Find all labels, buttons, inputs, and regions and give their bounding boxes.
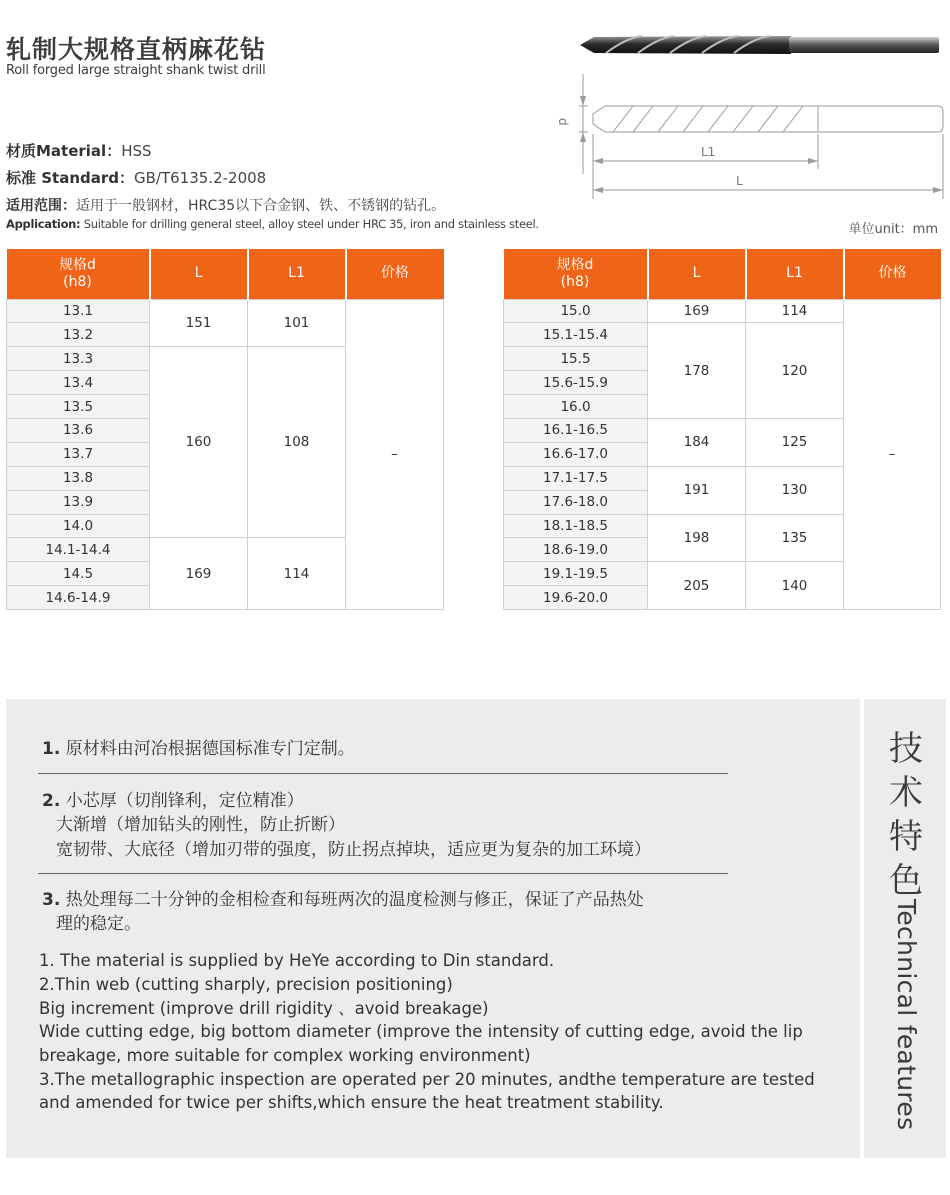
size-cell: 16.6-17.0 [504,442,648,466]
L1-cell: 101 [248,299,346,347]
standard-value: GB/T6135.2-2008 [134,169,267,187]
header-L1: L1 [248,249,346,299]
material-value: HSS [121,142,152,160]
material-label: 材质Material： [6,142,122,160]
feature-en-line: 1. The material is supplied by HeYe according to Din standard. [39,951,555,970]
header-price: 价格 [346,249,444,299]
drill-drawing [553,74,948,204]
size-cell: 13.9 [7,490,150,514]
features-side-panel [864,699,946,1158]
header-L: L [648,249,746,299]
L-cell: 178 [648,323,746,419]
divider [38,773,728,774]
spec-table-left [6,249,444,610]
scope-label: 适用范围： [6,198,76,214]
header-L: L [150,249,248,299]
size-cell: 14.1-14.4 [7,538,150,562]
L1-cell: 135 [746,514,844,562]
header-d-sub: (h8) [63,273,92,290]
header-d-sub: (h8) [560,273,590,290]
feature-en-line: 2.Thin web (cutting sharply, precision positioning) [39,975,453,994]
L-cell: 151 [150,299,248,347]
size-cell: 13.2 [7,323,150,347]
L-cell: 184 [648,418,746,466]
feature-3-text: 热处理每二十分钟的金相检查和每班两次的温度检测与修正，保证了产品热处 [65,890,644,910]
size-cell: 13.5 [7,395,150,419]
size-cell: 15.1-15.4 [504,323,648,347]
size-cell: 16.1-16.5 [504,418,648,442]
unit-label: 单位unit：mm [848,222,938,237]
size-cell: 19.6-20.0 [504,586,648,610]
L1-cell: 114 [248,538,346,610]
size-cell: 13.1 [7,299,150,323]
size-cell: 15.5 [504,347,648,371]
L-cell: 169 [150,538,248,610]
divider [38,873,728,874]
header-L1: L1 [746,249,844,299]
header-d-label: 规格d [556,256,594,273]
size-cell: 13.3 [7,347,150,371]
application-label: Application: [6,217,81,231]
feature-en-line: breakage, more suitable for complex working environment) [39,1046,531,1065]
side-title-cn: 技术特色 [889,729,923,901]
drill-photo [576,28,946,64]
spec-table-right [503,249,941,610]
size-cell: 18.1-18.5 [504,514,648,538]
size-cell: 17.6-18.0 [504,490,648,514]
feature-3 [42,888,644,912]
L1-cell: 108 [248,347,346,538]
feature-1-num: 1. [42,739,61,759]
size-cell: 13.7 [7,442,150,466]
L1-cell: 130 [746,466,844,514]
feature-2-num: 2. [42,791,61,811]
page-title: 轧制大规格直柄麻花钻 [6,35,267,64]
feature-2-text: 小芯厚（切削锋利，定位精准） [65,791,304,811]
drawing-l-label: L [736,174,743,188]
scope-value: 适用于一般钢材，HRC35以下合金钢、铁、不锈钢的钻孔。 [76,198,446,214]
standard-label: 标准 Standard： [6,169,134,187]
feature-en-line: 3.The metallographic inspection are operated per 20 minutes, andthe temperature are tested [39,1070,815,1089]
standard-line [6,167,266,188]
application-line [6,217,539,231]
scope-line [6,195,445,215]
header-d [504,249,648,299]
L-cell: 198 [648,514,746,562]
feature-2c: 宽韧带、大底径（增加刃带的强度，防止拐点掉块，适应更为复杂的加工环境） [56,840,651,860]
features-panel [6,699,860,1158]
feature-1-text: 原材料由河冶根据德国标准专门定制。 [65,739,355,759]
header-d-label: 规格d [59,256,96,273]
L1-cell: 114 [746,299,844,323]
size-cell: 19.1-19.5 [504,562,648,586]
size-cell: 14.6-14.9 [7,586,150,610]
price-cell: – [346,299,444,610]
size-cell: 13.4 [7,371,150,395]
application-value: Suitable for drilling general steel, alloy steel under HRC 35, iron and stainless steel. [83,217,539,231]
L1-cell: 120 [746,323,844,419]
header-price: 价格 [844,249,941,299]
size-cell: 14.5 [7,562,150,586]
size-cell: 15.6-15.9 [504,371,648,395]
feature-2 [42,789,304,813]
feature-3b: 理的稳定。 [56,914,141,934]
feature-1 [42,737,355,761]
L-cell: 160 [150,347,248,538]
feature-3-num: 3. [42,890,61,910]
size-cell: 14.0 [7,514,150,538]
L1-cell: 140 [746,562,844,610]
size-cell: 13.6 [7,418,150,442]
page-subtitle: Roll forged large straight shank twist drill [6,63,266,78]
header-d [7,249,150,299]
feature-en-line: Big increment (improve drill rigidity 、avoid breakage) [39,999,489,1018]
size-cell: 16.0 [504,395,648,419]
L-cell: 205 [648,562,746,610]
L1-cell: 125 [746,418,844,466]
feature-en-line: and amended for twice per shifts,which ensure the heat treatment stability. [39,1093,664,1112]
size-cell: 15.0 [504,299,648,323]
drawing-d-label: d [556,118,570,126]
feature-en-line: Wide cutting edge, big bottom diameter (improve the intensity of cutting edge, avoid the lip [39,1022,803,1041]
L-cell: 191 [648,466,746,514]
material-line [6,140,152,161]
size-cell: 13.8 [7,466,150,490]
feature-2b: 大渐增（增加钻头的刚性，防止折断） [56,815,345,835]
L-cell: 169 [648,299,746,323]
size-cell: 18.6-19.0 [504,538,648,562]
side-title-en: Technical features [892,899,921,1131]
size-cell: 17.1-17.5 [504,466,648,490]
drawing-l1-label: L1 [701,145,716,159]
price-cell: – [844,299,941,610]
